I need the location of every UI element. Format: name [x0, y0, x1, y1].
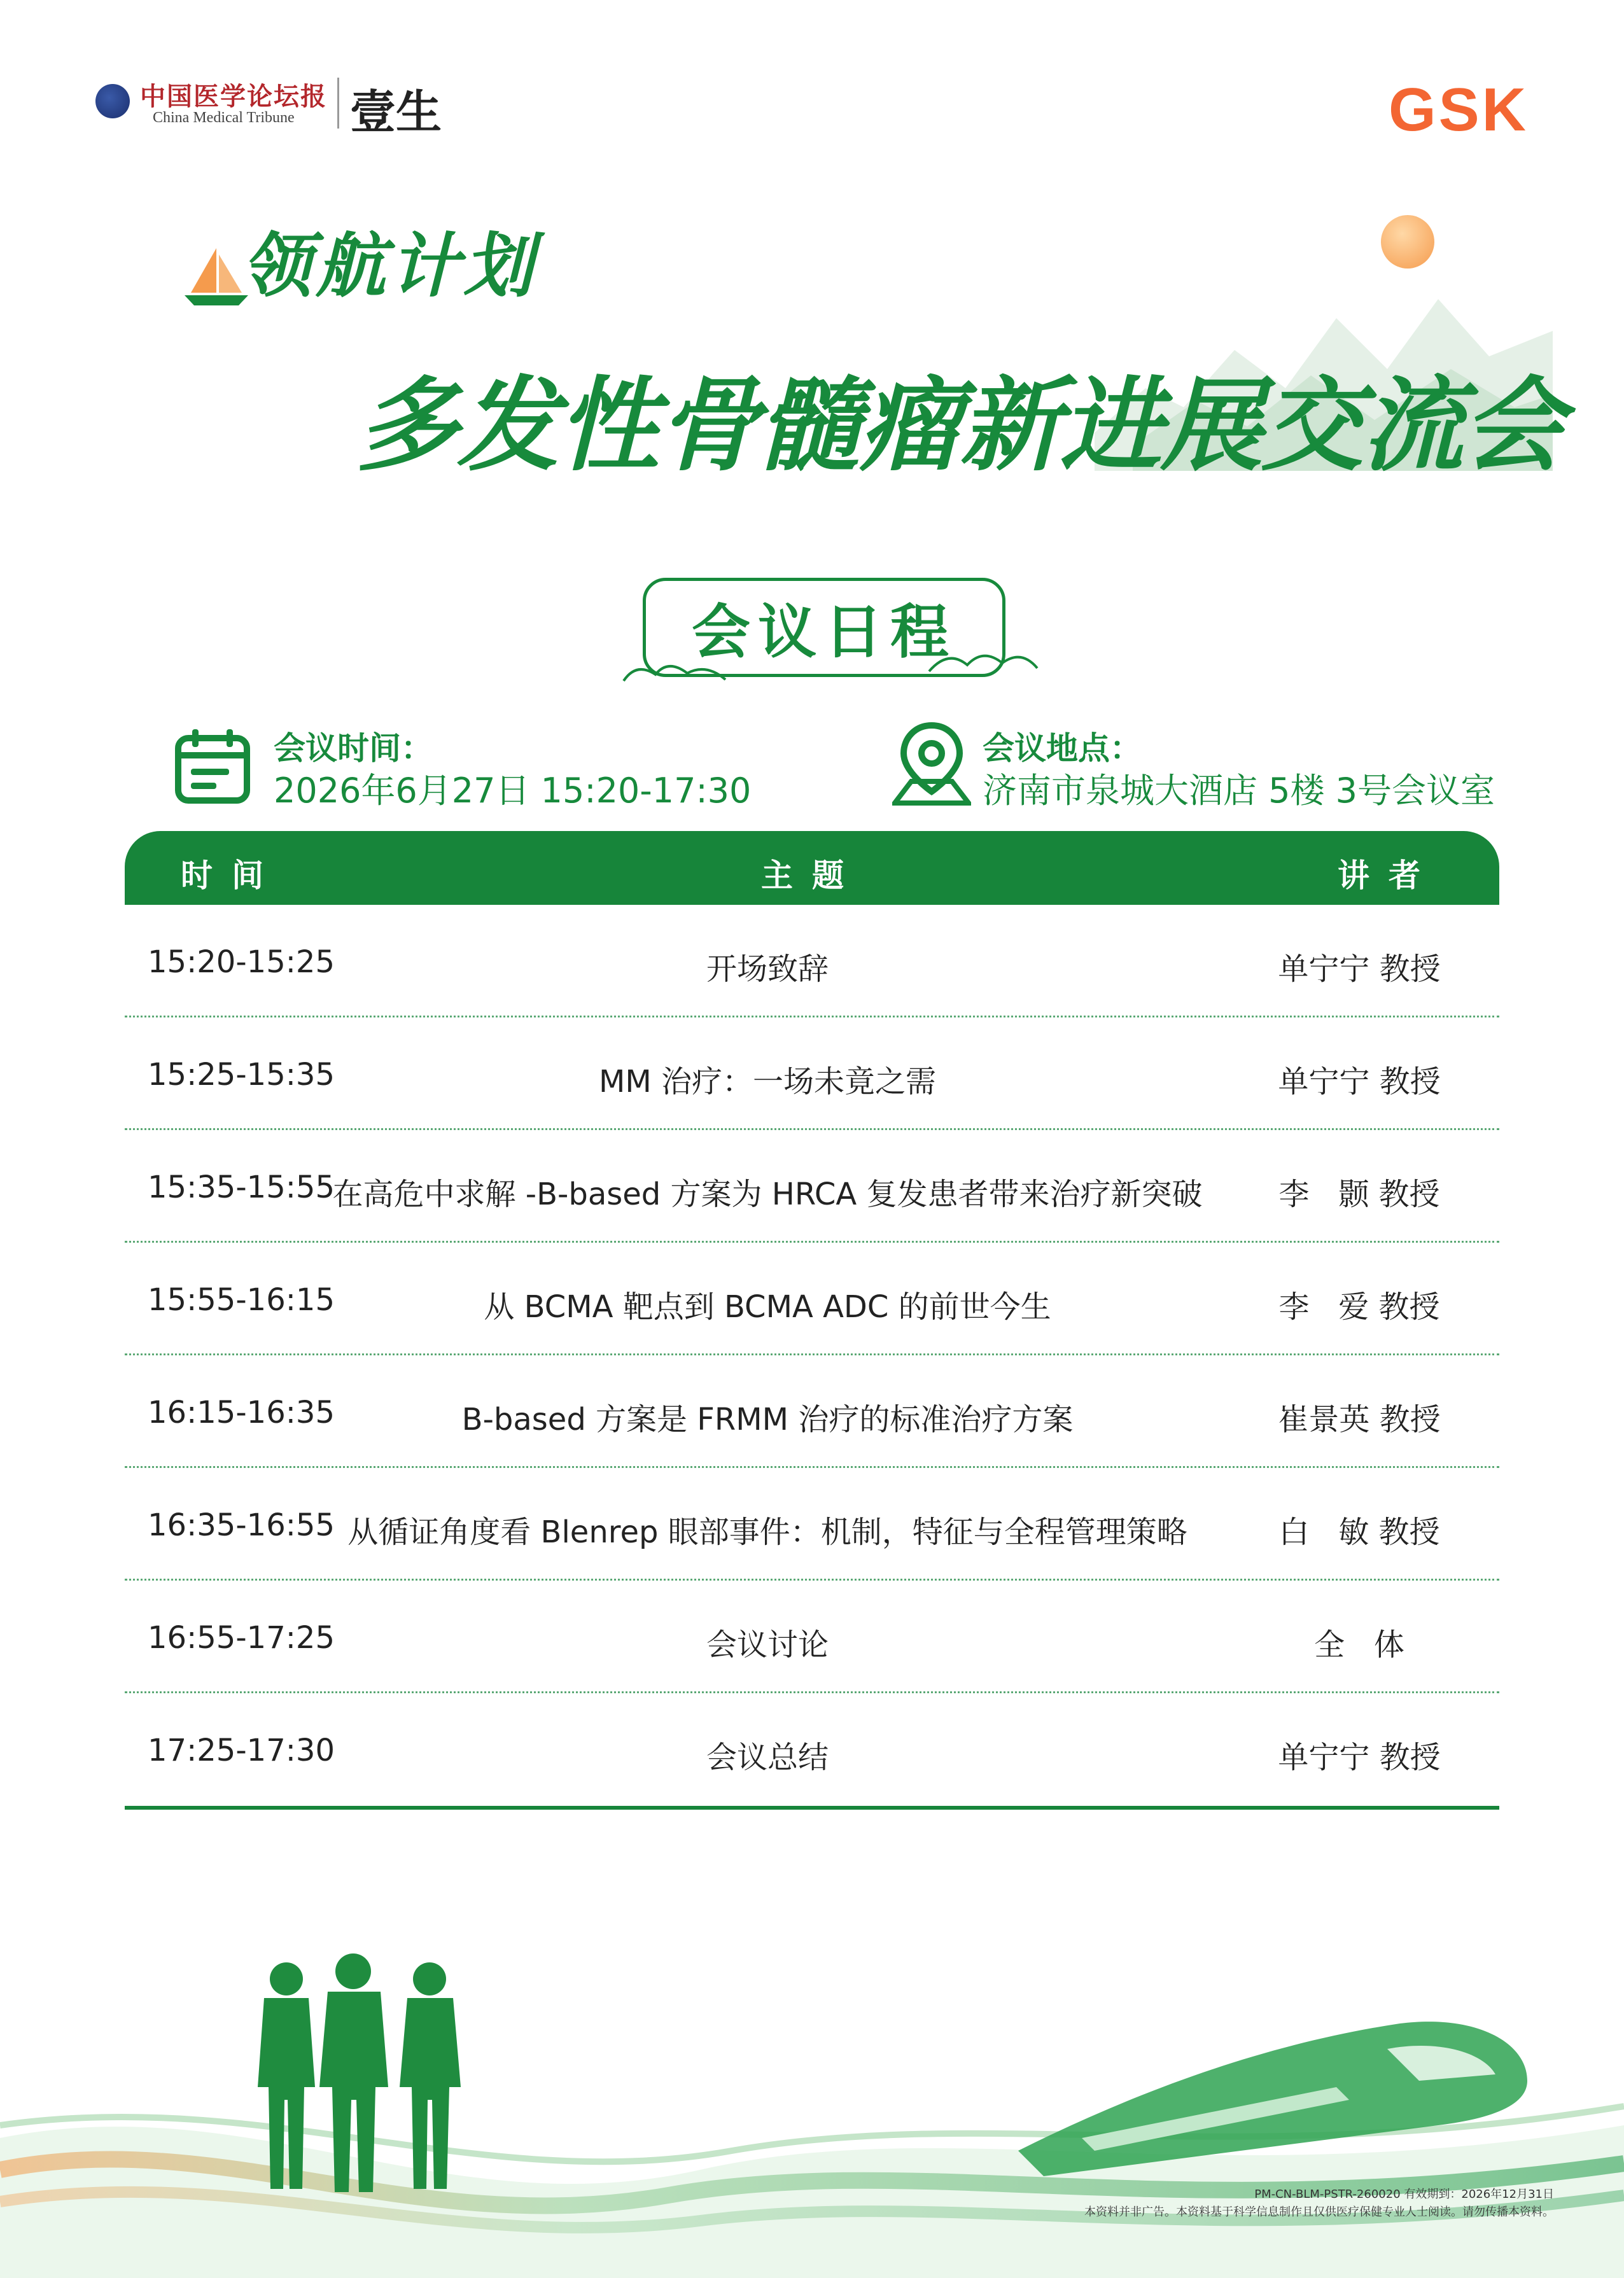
table-bottom-rule [125, 1806, 1499, 1810]
row-speaker: 单宁宁 教授 [1278, 1064, 1441, 1100]
globe-icon [95, 84, 130, 118]
row-time: 17:25-17:30 [148, 1733, 335, 1768]
location-value: 济南市泉城大酒店 5楼 3号会议室 [983, 771, 1495, 811]
row-topic: MM 治疗：一场未竟之需 [598, 1064, 937, 1100]
row-speaker: 单宁宁 教授 [1278, 951, 1441, 987]
location-label: 会议地点： [983, 730, 1142, 767]
row-time: 16:35-16:55 [148, 1507, 335, 1543]
cloud-decoration-left [617, 655, 732, 687]
table-row [125, 905, 1499, 1017]
logo-divider [337, 78, 339, 129]
row-time: 16:55-17:25 [148, 1620, 335, 1656]
agenda-title: 会议日程 [691, 598, 956, 666]
table-row [125, 1130, 1499, 1243]
row-topic: 在高危中求解 -B-based 方案为 HRCA 复发患者带来治疗新突破 [332, 1177, 1203, 1212]
row-time: 15:25-15:35 [148, 1057, 335, 1093]
table-row [125, 1468, 1499, 1581]
gsk-logo: GSK [1388, 76, 1529, 144]
row-speaker: 全 体 [1314, 1627, 1404, 1663]
header-topic: 主题 [761, 857, 863, 894]
location-pin-icon [892, 720, 971, 807]
row-topic: 开场致辞 [706, 951, 829, 987]
table-row [125, 1017, 1499, 1130]
agenda-table [125, 831, 1499, 1810]
row-speaker: 李 爱 教授 [1278, 1289, 1440, 1325]
cloud-decoration-right [923, 643, 1044, 681]
footer-illustration [0, 1896, 1624, 2278]
cmt-name-en: China Medical Tribune [153, 109, 295, 126]
row-topic: 从循证角度看 Blenrep 眼部事件：机制，特征与全程管理策略 [347, 1514, 1187, 1550]
header-time: 时间 [181, 857, 283, 894]
calendar-icon [173, 727, 252, 806]
table-row [125, 1355, 1499, 1468]
document-code: PM-CN-BLM-PSTR-260020 有效期到：2026年12月31日 [1254, 2188, 1554, 2201]
row-time: 15:55-16:15 [148, 1282, 335, 1318]
row-speaker: 白 敏 教授 [1278, 1514, 1440, 1550]
row-topic: 会议总结 [706, 1740, 829, 1775]
row-speaker: 崔景英 教授 [1278, 1402, 1441, 1437]
china-medical-tribune-logo [95, 71, 442, 139]
main-title: 多发性骨髓瘤新进展交流会 [356, 365, 1564, 485]
table-header [125, 831, 1499, 905]
time-label: 会议时间： [274, 730, 433, 767]
row-topic: 会议讨论 [706, 1627, 829, 1663]
header-speaker: 讲者 [1338, 857, 1439, 894]
table-row [125, 1243, 1499, 1355]
row-time: 15:35-15:55 [148, 1170, 335, 1205]
plan-title: 领航计划 [242, 225, 537, 307]
disclaimer-note: 本资料并非广告。本资料基于科学信息制作且仅供医疗保健专业人士阅读。请勿传播本资料。 [1084, 2205, 1554, 2219]
partner-logo: 壹生 [350, 85, 442, 139]
table-row [125, 1581, 1499, 1693]
row-speaker: 单宁宁 教授 [1278, 1740, 1441, 1775]
row-time: 15:20-15:25 [148, 944, 335, 980]
table-row [125, 1693, 1499, 1806]
cmt-name-cn: 中国医学论坛报 [140, 81, 327, 111]
time-value: 2026年6月27日 15:20-17:30 [274, 771, 752, 811]
row-time: 16:15-16:35 [148, 1395, 335, 1430]
row-topic: 从 BCMA 靶点到 BCMA ADC 的前世今生 [484, 1289, 1051, 1325]
row-speaker: 李 颢 教授 [1278, 1177, 1440, 1212]
row-topic: B-based 方案是 FRMM 治疗的标准治疗方案 [461, 1402, 1074, 1437]
